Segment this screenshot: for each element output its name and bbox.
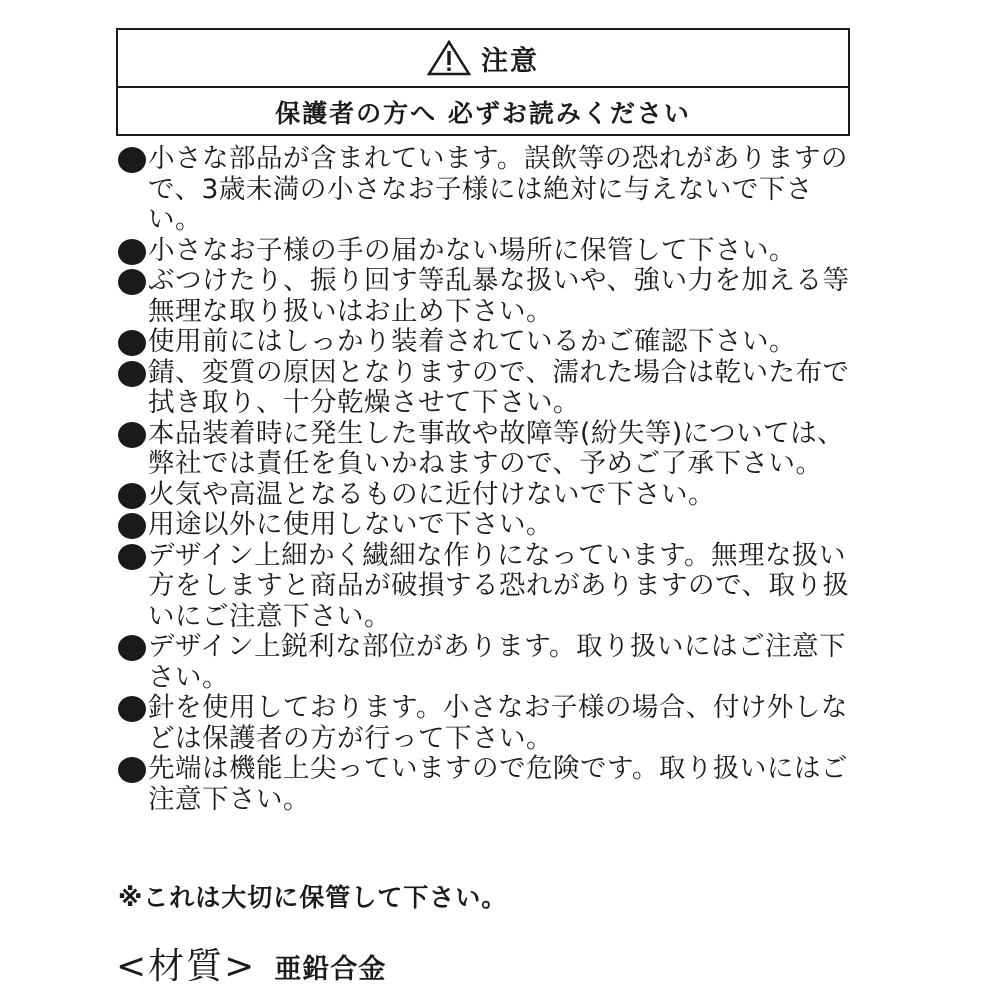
bullet-icon [118,696,146,722]
caution-item [118,327,858,358]
caution-text: デザイン上細かく繊細な作りになっています。無理な扱い方をしますと商品が破損する恐れがありますので、取り扱いにご注意下さい。 [148,539,850,632]
bullet-icon [118,422,146,448]
warning-title-row [118,30,848,88]
warning-subtitle: 保護者の方へ 必ずお読みください [275,99,691,128]
caution-text: 針を使用しております。小さなお子様の場合、付け外しなどは保護者の方が行って下さい。 [148,692,848,754]
material-label: <材質> [116,946,257,987]
caution-text: デザイン上鋭利な部位があります。取り扱いにはご注意下さい。 [148,631,847,693]
caution-item [118,541,858,633]
caution-text: 火気や高温となるものに近付けないで下さい。 [148,478,715,510]
caution-text: 錆、変質の原因となりますので、濡れた場合は乾いた布で拭き取り、十分乾燥させて下さい。 [148,356,850,418]
bullet-icon [118,239,146,265]
caution-text: 用途以外に使用しないで下さい。 [148,509,553,540]
bullet-icon [118,513,146,539]
caution-text: 小さなお子様の手の届かない場所に保管して下さい。 [148,234,796,266]
bullet-icon [118,483,146,509]
caution-text: 使用前にはしっかり装着されているかご確認下さい。 [148,326,796,357]
caution-text: 先端は機能上尖っていますので危険です。取り扱いにはご注意下さい。 [148,753,848,815]
caution-text: 本品装着時に発生した事故や故障等(紛失等)については、弊社では責任を負いかねますので、予めご了承下さい。 [148,417,845,479]
caution-item [118,754,858,815]
bullet-icon [118,147,146,173]
material-value: 亜鉛合金 [274,954,387,985]
material-row [116,938,386,989]
caution-item [118,693,858,754]
caution-item [118,358,858,419]
caution-item [118,266,858,327]
caution-item [118,236,858,267]
warning-title: 注意 [481,45,539,77]
bullet-icon [118,544,146,570]
caution-text: 小さな部品が含まれています。誤飲等の恐れがありますので、3歳未満の小さなお子様には絶対に与えないで下さい。 [148,143,848,235]
bullet-icon [118,757,146,783]
warning-triangle-icon [427,40,471,76]
caution-list [118,144,858,815]
caution-item [118,510,858,541]
caution-item [118,144,858,236]
bullet-icon [118,330,146,356]
caution-item [118,632,858,693]
caution-text: ぶつけたり、振り回す等乱暴な扱いや、強い力を加える等無理な取り扱いはお止め下さい。 [148,265,850,327]
bullet-icon [118,635,146,661]
warning-box [116,28,850,136]
caution-item [118,419,858,480]
keep-notice: ※これは大切に保管して下さい。 [118,883,508,912]
caution-item [118,480,858,511]
bullet-icon [118,361,146,387]
warning-subtitle-row [118,88,848,136]
bullet-icon [118,269,146,295]
